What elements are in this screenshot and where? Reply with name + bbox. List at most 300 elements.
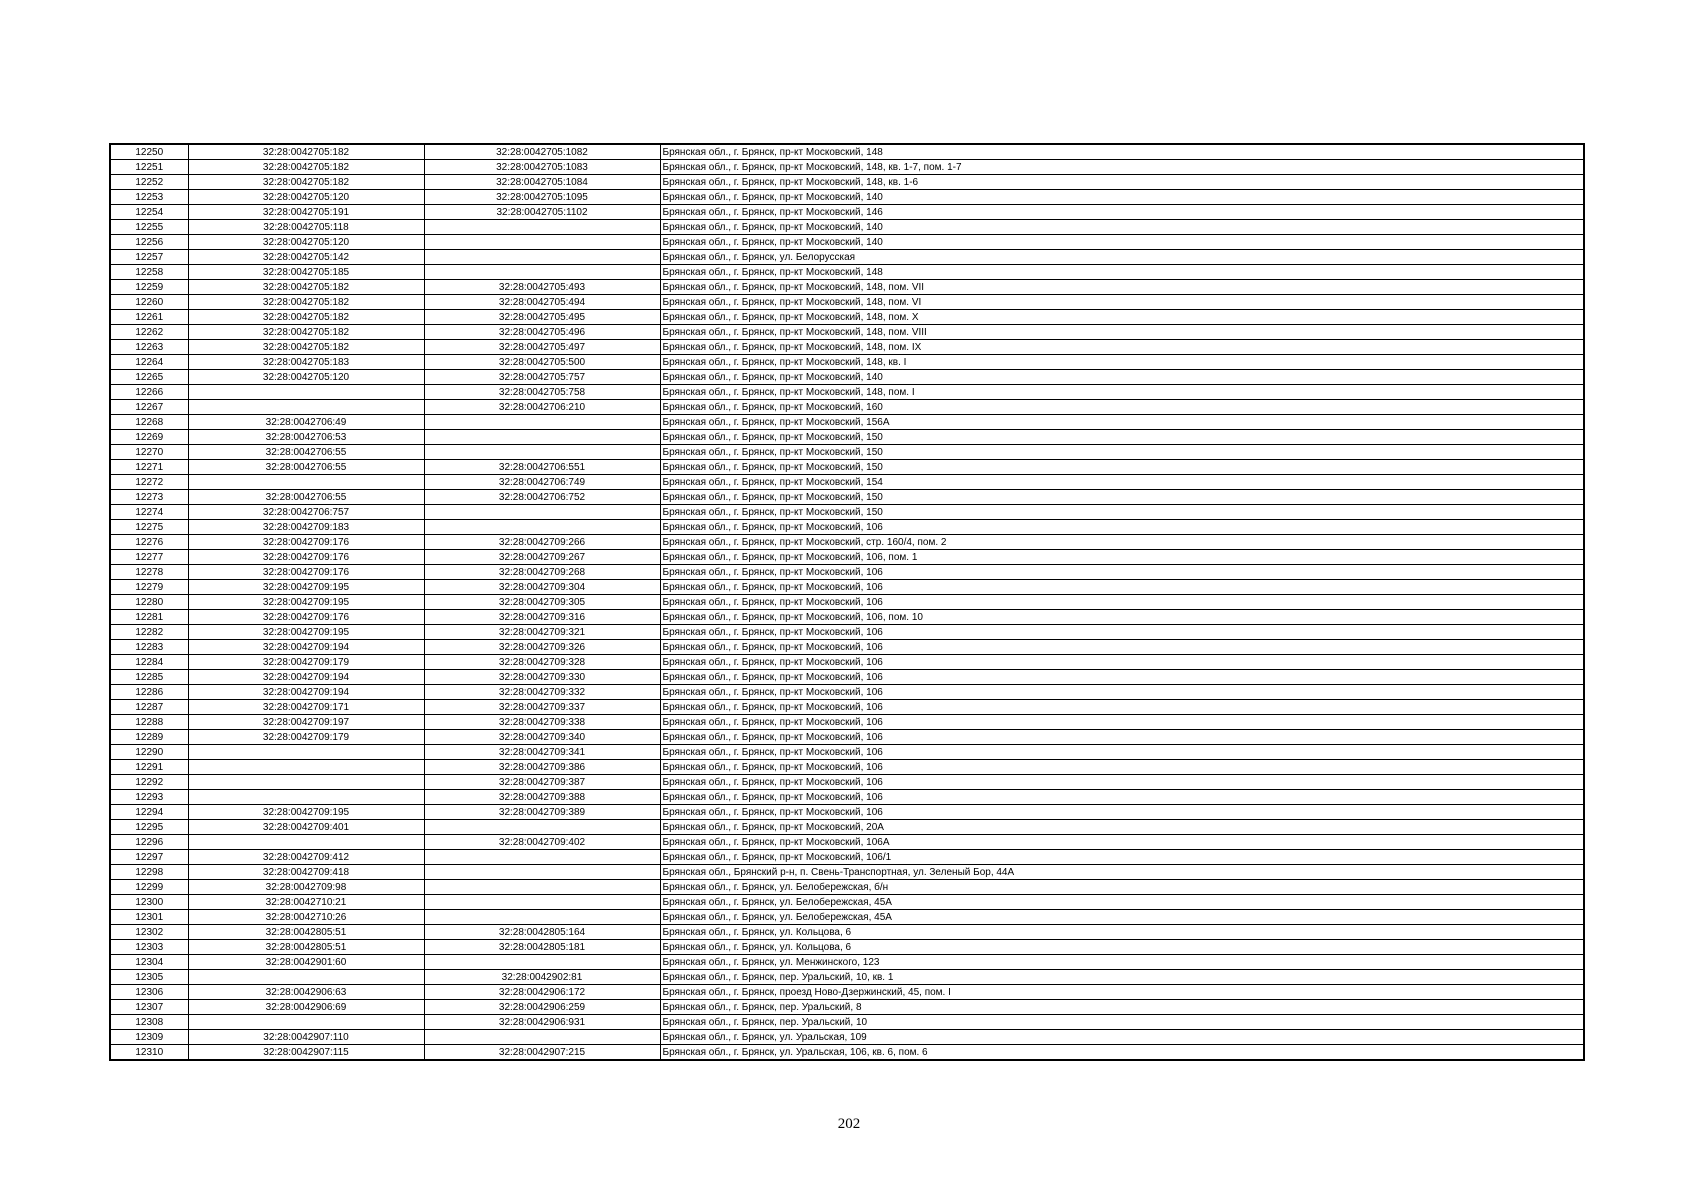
row-number-cell: 12254 bbox=[110, 205, 188, 220]
address-cell: Брянская обл., г. Брянск, пр-кт Московский, 148, кв. I bbox=[660, 355, 1584, 370]
address-cell: Брянская обл., г. Брянск, пр-кт Московский, 150 bbox=[660, 445, 1584, 460]
table-row bbox=[110, 745, 1584, 760]
table-row bbox=[110, 970, 1584, 985]
address-cell: Брянская обл., г. Брянск, пр-кт Московский, 106 bbox=[660, 640, 1584, 655]
land-cadastral-number-cell: 32:28:0042709:176 bbox=[188, 565, 424, 580]
address-cell: Брянская обл., г. Брянск, ул. Кольцова, 6 bbox=[660, 940, 1584, 955]
row-number-cell: 12260 bbox=[110, 295, 188, 310]
land-cadastral-number-cell: 32:28:0042709:412 bbox=[188, 850, 424, 865]
land-cadastral-number-cell: 32:28:0042706:55 bbox=[188, 460, 424, 475]
table-row bbox=[110, 430, 1584, 445]
object-cadastral-number-cell bbox=[424, 880, 660, 895]
row-number-cell: 12300 bbox=[110, 895, 188, 910]
table-row bbox=[110, 685, 1584, 700]
table-row bbox=[110, 640, 1584, 655]
table-row bbox=[110, 820, 1584, 835]
row-number-cell: 12278 bbox=[110, 565, 188, 580]
row-number-cell: 12308 bbox=[110, 1015, 188, 1030]
object-cadastral-number-cell: 32:28:0042705:497 bbox=[424, 340, 660, 355]
land-cadastral-number-cell: 32:28:0042709:418 bbox=[188, 865, 424, 880]
table-row bbox=[110, 730, 1584, 745]
object-cadastral-number-cell: 32:28:0042709:402 bbox=[424, 835, 660, 850]
table-row bbox=[110, 670, 1584, 685]
object-cadastral-number-cell: 32:28:0042709:326 bbox=[424, 640, 660, 655]
table-row bbox=[110, 955, 1584, 970]
object-cadastral-number-cell: 32:28:0042906:172 bbox=[424, 985, 660, 1000]
table-row bbox=[110, 760, 1584, 775]
land-cadastral-number-cell: 32:28:0042709:195 bbox=[188, 595, 424, 610]
row-number-cell: 12289 bbox=[110, 730, 188, 745]
address-cell: Брянская обл., г. Брянск, пр-кт Московский, 146 bbox=[660, 205, 1584, 220]
object-cadastral-number-cell: 32:28:0042705:1083 bbox=[424, 160, 660, 175]
address-cell: Брянская обл., г. Брянск, пр-кт Московский, 140 bbox=[660, 190, 1584, 205]
land-cadastral-number-cell: 32:28:0042705:182 bbox=[188, 310, 424, 325]
address-cell: Брянская обл., г. Брянск, пр-кт Московский, 106 bbox=[660, 730, 1584, 745]
row-number-cell: 12291 bbox=[110, 760, 188, 775]
row-number-cell: 12277 bbox=[110, 550, 188, 565]
row-number-cell: 12288 bbox=[110, 715, 188, 730]
address-cell: Брянская обл., г. Брянск, ул. Уральская, 109 bbox=[660, 1030, 1584, 1045]
land-cadastral-number-cell bbox=[188, 1015, 424, 1030]
land-cadastral-number-cell: 32:28:0042705:120 bbox=[188, 235, 424, 250]
row-number-cell: 12258 bbox=[110, 265, 188, 280]
address-cell: Брянская обл., Брянский р-н, п. Свень-Транспортная, ул. Зеленый Бор, 44А bbox=[660, 865, 1584, 880]
table-row bbox=[110, 520, 1584, 535]
row-number-cell: 12307 bbox=[110, 1000, 188, 1015]
address-cell: Брянская обл., г. Брянск, пр-кт Московский, 140 bbox=[660, 235, 1584, 250]
address-cell: Брянская обл., г. Брянск, пр-кт Московский, 106 bbox=[660, 580, 1584, 595]
table-row bbox=[110, 1000, 1584, 1015]
land-cadastral-number-cell: 32:28:0042906:63 bbox=[188, 985, 424, 1000]
row-number-cell: 12273 bbox=[110, 490, 188, 505]
object-cadastral-number-cell: 32:28:0042709:332 bbox=[424, 685, 660, 700]
land-cadastral-number-cell: 32:28:0042906:69 bbox=[188, 1000, 424, 1015]
land-cadastral-number-cell: 32:28:0042705:182 bbox=[188, 295, 424, 310]
table-row bbox=[110, 325, 1584, 340]
land-cadastral-number-cell bbox=[188, 385, 424, 400]
land-cadastral-number-cell bbox=[188, 760, 424, 775]
object-cadastral-number-cell: 32:28:0042805:164 bbox=[424, 925, 660, 940]
table-row bbox=[110, 505, 1584, 520]
object-cadastral-number-cell: 32:28:0042709:304 bbox=[424, 580, 660, 595]
object-cadastral-number-cell bbox=[424, 505, 660, 520]
table-row bbox=[110, 144, 1584, 160]
object-cadastral-number-cell bbox=[424, 415, 660, 430]
land-cadastral-number-cell: 32:28:0042705:182 bbox=[188, 175, 424, 190]
table-row bbox=[110, 985, 1584, 1000]
address-cell: Брянская обл., г. Брянск, пр-кт Московский, 106 bbox=[660, 685, 1584, 700]
table-row bbox=[110, 790, 1584, 805]
address-cell: Брянская обл., г. Брянск, пр-кт Московский, 156А bbox=[660, 415, 1584, 430]
address-cell: Брянская обл., г. Брянск, ул. Менжинского, 123 bbox=[660, 955, 1584, 970]
table-row bbox=[110, 835, 1584, 850]
row-number-cell: 12264 bbox=[110, 355, 188, 370]
object-cadastral-number-cell bbox=[424, 235, 660, 250]
page-number: 202 bbox=[837, 1116, 861, 1132]
land-cadastral-number-cell bbox=[188, 400, 424, 415]
object-cadastral-number-cell: 32:28:0042705:1095 bbox=[424, 190, 660, 205]
table-row bbox=[110, 1015, 1584, 1030]
row-number-cell: 12295 bbox=[110, 820, 188, 835]
land-cadastral-number-cell: 32:28:0042709:179 bbox=[188, 730, 424, 745]
address-cell: Брянская обл., г. Брянск, пр-кт Московский, 106 bbox=[660, 790, 1584, 805]
address-cell: Брянская обл., г. Брянск, пр-кт Московский, 106 bbox=[660, 805, 1584, 820]
address-cell: Брянская обл., г. Брянск, пр-кт Московский, 106, пом. 10 bbox=[660, 610, 1584, 625]
address-cell: Брянская обл., г. Брянск, пр-кт Московский, 148, пом. VI bbox=[660, 295, 1584, 310]
land-cadastral-number-cell: 32:28:0042907:115 bbox=[188, 1045, 424, 1061]
land-cadastral-number-cell: 32:28:0042710:26 bbox=[188, 910, 424, 925]
table-row bbox=[110, 550, 1584, 565]
row-number-cell: 12303 bbox=[110, 940, 188, 955]
address-cell: Брянская обл., г. Брянск, пр-кт Московский, 106, пом. 1 bbox=[660, 550, 1584, 565]
address-cell: Брянская обл., г. Брянск, пр-кт Московский, 148, пом. I bbox=[660, 385, 1584, 400]
table-row bbox=[110, 340, 1584, 355]
object-cadastral-number-cell bbox=[424, 220, 660, 235]
row-number-cell: 12290 bbox=[110, 745, 188, 760]
object-cadastral-number-cell: 32:28:0042906:259 bbox=[424, 1000, 660, 1015]
object-cadastral-number-cell: 32:28:0042705:1084 bbox=[424, 175, 660, 190]
object-cadastral-number-cell bbox=[424, 445, 660, 460]
table-row bbox=[110, 925, 1584, 940]
address-cell: Брянская обл., г. Брянск, пер. Уральский, 10 bbox=[660, 1015, 1584, 1030]
row-number-cell: 12306 bbox=[110, 985, 188, 1000]
address-cell: Брянская обл., г. Брянск, пр-кт Московский, 150 bbox=[660, 430, 1584, 445]
address-cell: Брянская обл., г. Брянск, пр-кт Московский, 148, пом. VIII bbox=[660, 325, 1584, 340]
row-number-cell: 12253 bbox=[110, 190, 188, 205]
table-row bbox=[110, 865, 1584, 880]
row-number-cell: 12297 bbox=[110, 850, 188, 865]
land-cadastral-number-cell bbox=[188, 835, 424, 850]
object-cadastral-number-cell bbox=[424, 265, 660, 280]
land-cadastral-number-cell: 32:28:0042706:55 bbox=[188, 445, 424, 460]
address-cell: Брянская обл., г. Брянск, пр-кт Московский, 106 bbox=[660, 715, 1584, 730]
land-cadastral-number-cell: 32:28:0042705:182 bbox=[188, 144, 424, 160]
row-number-cell: 12275 bbox=[110, 520, 188, 535]
land-cadastral-number-cell: 32:28:0042709:183 bbox=[188, 520, 424, 535]
land-cadastral-number-cell: 32:28:0042710:21 bbox=[188, 895, 424, 910]
table-row bbox=[110, 700, 1584, 715]
row-number-cell: 12293 bbox=[110, 790, 188, 805]
row-number-cell: 12294 bbox=[110, 805, 188, 820]
address-cell: Брянская обл., г. Брянск, пр-кт Московский, 140 bbox=[660, 370, 1584, 385]
table-row bbox=[110, 385, 1584, 400]
address-cell: Брянская обл., г. Брянск, пр-кт Московский, 106 bbox=[660, 595, 1584, 610]
address-cell: Брянская обл., г. Брянск, пр-кт Московский, стр. 160/4, пом. 2 bbox=[660, 535, 1584, 550]
address-cell: Брянская обл., г. Брянск, пр-кт Московский, 148 bbox=[660, 265, 1584, 280]
land-cadastral-number-cell: 32:28:0042706:49 bbox=[188, 415, 424, 430]
object-cadastral-number-cell: 32:28:0042709:389 bbox=[424, 805, 660, 820]
address-cell: Брянская обл., г. Брянск, ул. Уральская, 106, кв. 6, пом. 6 bbox=[660, 1045, 1584, 1061]
table-row bbox=[110, 490, 1584, 505]
land-cadastral-number-cell: 32:28:0042705:120 bbox=[188, 370, 424, 385]
address-cell: Брянская обл., г. Брянск, пр-кт Московский, 106 bbox=[660, 520, 1584, 535]
land-cadastral-number-cell: 32:28:0042709:195 bbox=[188, 580, 424, 595]
table-row bbox=[110, 460, 1584, 475]
address-cell: Брянская обл., г. Брянск, ул. Кольцова, 6 bbox=[660, 925, 1584, 940]
row-number-cell: 12267 bbox=[110, 400, 188, 415]
table-row bbox=[110, 445, 1584, 460]
object-cadastral-number-cell: 32:28:0042709:305 bbox=[424, 595, 660, 610]
row-number-cell: 12270 bbox=[110, 445, 188, 460]
row-number-cell: 12281 bbox=[110, 610, 188, 625]
land-cadastral-number-cell: 32:28:0042705:182 bbox=[188, 160, 424, 175]
object-cadastral-number-cell: 32:28:0042705:757 bbox=[424, 370, 660, 385]
row-number-cell: 12257 bbox=[110, 250, 188, 265]
land-cadastral-number-cell: 32:28:0042709:98 bbox=[188, 880, 424, 895]
address-cell: Брянская обл., г. Брянск, пр-кт Московский, 150 bbox=[660, 505, 1584, 520]
address-cell: Брянская обл., г. Брянск, пр-кт Московский, 106 bbox=[660, 565, 1584, 580]
object-cadastral-number-cell bbox=[424, 910, 660, 925]
address-cell: Брянская обл., г. Брянск, пр-кт Московский, 150 bbox=[660, 490, 1584, 505]
address-cell: Брянская обл., г. Брянск, пр-кт Московский, 148, пом. VII bbox=[660, 280, 1584, 295]
land-cadastral-number-cell bbox=[188, 475, 424, 490]
table-row bbox=[110, 565, 1584, 580]
land-cadastral-number-cell: 32:28:0042706:55 bbox=[188, 490, 424, 505]
row-number-cell: 12272 bbox=[110, 475, 188, 490]
address-cell: Брянская обл., г. Брянск, проезд Ново-Дзержинский, 45, пом. I bbox=[660, 985, 1584, 1000]
row-number-cell: 12251 bbox=[110, 160, 188, 175]
address-cell: Брянская обл., г. Брянск, пер. Уральский, 10, кв. 1 bbox=[660, 970, 1584, 985]
row-number-cell: 12302 bbox=[110, 925, 188, 940]
object-cadastral-number-cell: 32:28:0042709:328 bbox=[424, 655, 660, 670]
row-number-cell: 12304 bbox=[110, 955, 188, 970]
table-row bbox=[110, 250, 1584, 265]
land-cadastral-number-cell: 32:28:0042709:176 bbox=[188, 610, 424, 625]
land-cadastral-number-cell: 32:28:0042705:183 bbox=[188, 355, 424, 370]
table-row bbox=[110, 220, 1584, 235]
object-cadastral-number-cell: 32:28:0042709:316 bbox=[424, 610, 660, 625]
object-cadastral-number-cell bbox=[424, 520, 660, 535]
land-cadastral-number-cell: 32:28:0042709:176 bbox=[188, 550, 424, 565]
object-cadastral-number-cell: 32:28:0042709:341 bbox=[424, 745, 660, 760]
land-cadastral-number-cell: 32:28:0042705:120 bbox=[188, 190, 424, 205]
row-number-cell: 12261 bbox=[110, 310, 188, 325]
object-cadastral-number-cell: 32:28:0042709:338 bbox=[424, 715, 660, 730]
land-cadastral-number-cell bbox=[188, 775, 424, 790]
address-cell: Брянская обл., г. Брянск, пр-кт Московский, 148, пом. X bbox=[660, 310, 1584, 325]
object-cadastral-number-cell: 32:28:0042706:210 bbox=[424, 400, 660, 415]
row-number-cell: 12276 bbox=[110, 535, 188, 550]
row-number-cell: 12269 bbox=[110, 430, 188, 445]
object-cadastral-number-cell: 32:28:0042709:388 bbox=[424, 790, 660, 805]
row-number-cell: 12268 bbox=[110, 415, 188, 430]
address-cell: Брянская обл., г. Брянск, пр-кт Московский, 106А bbox=[660, 835, 1584, 850]
table-row bbox=[110, 535, 1584, 550]
land-cadastral-number-cell: 32:28:0042709:194 bbox=[188, 670, 424, 685]
row-number-cell: 12256 bbox=[110, 235, 188, 250]
object-cadastral-number-cell bbox=[424, 895, 660, 910]
row-number-cell: 12250 bbox=[110, 144, 188, 160]
land-cadastral-number-cell: 32:28:0042709:195 bbox=[188, 625, 424, 640]
table-row bbox=[110, 625, 1584, 640]
row-number-cell: 12271 bbox=[110, 460, 188, 475]
address-cell: Брянская обл., г. Брянск, пр-кт Московский, 106 bbox=[660, 775, 1584, 790]
address-cell: Брянская обл., г. Брянск, пр-кт Московский, 20А bbox=[660, 820, 1584, 835]
object-cadastral-number-cell bbox=[424, 820, 660, 835]
row-number-cell: 12309 bbox=[110, 1030, 188, 1045]
object-cadastral-number-cell: 32:28:0042709:330 bbox=[424, 670, 660, 685]
object-cadastral-number-cell bbox=[424, 865, 660, 880]
land-cadastral-number-cell: 32:28:0042705:118 bbox=[188, 220, 424, 235]
land-cadastral-number-cell bbox=[188, 970, 424, 985]
object-cadastral-number-cell: 32:28:0042805:181 bbox=[424, 940, 660, 955]
object-cadastral-number-cell: 32:28:0042709:321 bbox=[424, 625, 660, 640]
row-number-cell: 12296 bbox=[110, 835, 188, 850]
land-cadastral-number-cell: 32:28:0042805:51 bbox=[188, 940, 424, 955]
table-row bbox=[110, 175, 1584, 190]
object-cadastral-number-cell bbox=[424, 250, 660, 265]
object-cadastral-number-cell: 32:28:0042902:81 bbox=[424, 970, 660, 985]
object-cadastral-number-cell: 32:28:0042706:752 bbox=[424, 490, 660, 505]
land-cadastral-number-cell: 32:28:0042705:185 bbox=[188, 265, 424, 280]
table-row bbox=[110, 580, 1584, 595]
address-cell: Брянская обл., г. Брянск, ул. Белобережская, 45А bbox=[660, 910, 1584, 925]
table-row bbox=[110, 160, 1584, 175]
table-row bbox=[110, 280, 1584, 295]
object-cadastral-number-cell: 32:28:0042709:386 bbox=[424, 760, 660, 775]
address-cell: Брянская обл., г. Брянск, пр-кт Московский, 106/1 bbox=[660, 850, 1584, 865]
object-cadastral-number-cell bbox=[424, 430, 660, 445]
address-cell: Брянская обл., г. Брянск, пр-кт Московский, 106 bbox=[660, 625, 1584, 640]
land-cadastral-number-cell: 32:28:0042709:194 bbox=[188, 640, 424, 655]
address-cell: Брянская обл., г. Брянск, пр-кт Московский, 106 bbox=[660, 670, 1584, 685]
table-row bbox=[110, 880, 1584, 895]
table-row bbox=[110, 295, 1584, 310]
address-cell: Брянская обл., г. Брянск, пр-кт Московский, 106 bbox=[660, 745, 1584, 760]
address-cell: Брянская обл., г. Брянск, пр-кт Московский, 148, кв. 1-6 bbox=[660, 175, 1584, 190]
address-cell: Брянская обл., г. Брянск, пр-кт Московский, 148, кв. 1-7, пом. 1-7 bbox=[660, 160, 1584, 175]
row-number-cell: 12292 bbox=[110, 775, 188, 790]
table-row bbox=[110, 370, 1584, 385]
object-cadastral-number-cell: 32:28:0042709:337 bbox=[424, 700, 660, 715]
row-number-cell: 12266 bbox=[110, 385, 188, 400]
row-number-cell: 12259 bbox=[110, 280, 188, 295]
object-cadastral-number-cell: 32:28:0042705:1102 bbox=[424, 205, 660, 220]
object-cadastral-number-cell: 32:28:0042705:496 bbox=[424, 325, 660, 340]
row-number-cell: 12255 bbox=[110, 220, 188, 235]
cadastral-table bbox=[109, 143, 1585, 1061]
table-row bbox=[110, 775, 1584, 790]
row-number-cell: 12279 bbox=[110, 580, 188, 595]
address-cell: Брянская обл., г. Брянск, ул. Белорусская bbox=[660, 250, 1584, 265]
table-row bbox=[110, 910, 1584, 925]
table-row bbox=[110, 205, 1584, 220]
land-cadastral-number-cell: 32:28:0042709:176 bbox=[188, 535, 424, 550]
land-cadastral-number-cell: 32:28:0042706:757 bbox=[188, 505, 424, 520]
land-cadastral-number-cell: 32:28:0042705:191 bbox=[188, 205, 424, 220]
row-number-cell: 12283 bbox=[110, 640, 188, 655]
address-cell: Брянская обл., г. Брянск, пр-кт Московский, 106 bbox=[660, 655, 1584, 670]
address-cell: Брянская обл., г. Брянск, пр-кт Московский, 160 bbox=[660, 400, 1584, 415]
land-cadastral-number-cell: 32:28:0042705:142 bbox=[188, 250, 424, 265]
land-cadastral-number-cell: 32:28:0042709:401 bbox=[188, 820, 424, 835]
row-number-cell: 12265 bbox=[110, 370, 188, 385]
address-cell: Брянская обл., г. Брянск, пр-кт Московский, 154 bbox=[660, 475, 1584, 490]
object-cadastral-number-cell: 32:28:0042706:551 bbox=[424, 460, 660, 475]
row-number-cell: 12286 bbox=[110, 685, 188, 700]
object-cadastral-number-cell: 32:28:0042709:387 bbox=[424, 775, 660, 790]
row-number-cell: 12285 bbox=[110, 670, 188, 685]
address-cell: Брянская обл., г. Брянск, пр-кт Московский, 106 bbox=[660, 760, 1584, 775]
table-row bbox=[110, 475, 1584, 490]
land-cadastral-number-cell: 32:28:0042706:53 bbox=[188, 430, 424, 445]
land-cadastral-number-cell: 32:28:0042709:197 bbox=[188, 715, 424, 730]
object-cadastral-number-cell: 32:28:0042705:1082 bbox=[424, 144, 660, 160]
object-cadastral-number-cell: 32:28:0042709:266 bbox=[424, 535, 660, 550]
object-cadastral-number-cell: 32:28:0042706:749 bbox=[424, 475, 660, 490]
land-cadastral-number-cell bbox=[188, 790, 424, 805]
land-cadastral-number-cell: 32:28:0042907:110 bbox=[188, 1030, 424, 1045]
table-row bbox=[110, 265, 1584, 280]
row-number-cell: 12301 bbox=[110, 910, 188, 925]
table-row bbox=[110, 715, 1584, 730]
table-row bbox=[110, 940, 1584, 955]
land-cadastral-number-cell: 32:28:0042709:194 bbox=[188, 685, 424, 700]
object-cadastral-number-cell: 32:28:0042705:758 bbox=[424, 385, 660, 400]
row-number-cell: 12310 bbox=[110, 1045, 188, 1061]
object-cadastral-number-cell bbox=[424, 955, 660, 970]
object-cadastral-number-cell bbox=[424, 1030, 660, 1045]
land-cadastral-number-cell: 32:28:0042709:195 bbox=[188, 805, 424, 820]
object-cadastral-number-cell: 32:28:0042705:493 bbox=[424, 280, 660, 295]
row-number-cell: 12263 bbox=[110, 340, 188, 355]
row-number-cell: 12299 bbox=[110, 880, 188, 895]
table-row bbox=[110, 235, 1584, 250]
object-cadastral-number-cell: 32:28:0042906:931 bbox=[424, 1015, 660, 1030]
row-number-cell: 12274 bbox=[110, 505, 188, 520]
row-number-cell: 12282 bbox=[110, 625, 188, 640]
object-cadastral-number-cell: 32:28:0042709:340 bbox=[424, 730, 660, 745]
address-cell: Брянская обл., г. Брянск, пр-кт Московский, 148 bbox=[660, 144, 1584, 160]
table-row bbox=[110, 595, 1584, 610]
table-row bbox=[110, 400, 1584, 415]
object-cadastral-number-cell: 32:28:0042709:268 bbox=[424, 565, 660, 580]
object-cadastral-number-cell: 32:28:0042709:267 bbox=[424, 550, 660, 565]
land-cadastral-number-cell: 32:28:0042705:182 bbox=[188, 280, 424, 295]
land-cadastral-number-cell: 32:28:0042805:51 bbox=[188, 925, 424, 940]
object-cadastral-number-cell: 32:28:0042705:500 bbox=[424, 355, 660, 370]
row-number-cell: 12298 bbox=[110, 865, 188, 880]
table-row bbox=[110, 805, 1584, 820]
row-number-cell: 12262 bbox=[110, 325, 188, 340]
land-cadastral-number-cell: 32:28:0042709:179 bbox=[188, 655, 424, 670]
table-row bbox=[110, 850, 1584, 865]
table-row bbox=[110, 1030, 1584, 1045]
row-number-cell: 12252 bbox=[110, 175, 188, 190]
address-cell: Брянская обл., г. Брянск, ул. Белобережская, б/н bbox=[660, 880, 1584, 895]
address-cell: Брянская обл., г. Брянск, пр-кт Московский, 150 bbox=[660, 460, 1584, 475]
table-row bbox=[110, 310, 1584, 325]
object-cadastral-number-cell bbox=[424, 850, 660, 865]
table-body bbox=[110, 144, 1584, 1060]
object-cadastral-number-cell: 32:28:0042705:494 bbox=[424, 295, 660, 310]
object-cadastral-number-cell: 32:28:0042907:215 bbox=[424, 1045, 660, 1061]
row-number-cell: 12280 bbox=[110, 595, 188, 610]
table-row bbox=[110, 355, 1584, 370]
table-row bbox=[110, 415, 1584, 430]
land-cadastral-number-cell: 32:28:0042705:182 bbox=[188, 340, 424, 355]
address-cell: Брянская обл., г. Брянск, пр-кт Московский, 140 bbox=[660, 220, 1584, 235]
row-number-cell: 12287 bbox=[110, 700, 188, 715]
table-row bbox=[110, 190, 1584, 205]
land-cadastral-number-cell: 32:28:0042901:60 bbox=[188, 955, 424, 970]
table-row bbox=[110, 610, 1584, 625]
row-number-cell: 12305 bbox=[110, 970, 188, 985]
table-row bbox=[110, 655, 1584, 670]
table-row bbox=[110, 1045, 1584, 1061]
land-cadastral-number-cell: 32:28:0042709:171 bbox=[188, 700, 424, 715]
land-cadastral-number-cell: 32:28:0042705:182 bbox=[188, 325, 424, 340]
